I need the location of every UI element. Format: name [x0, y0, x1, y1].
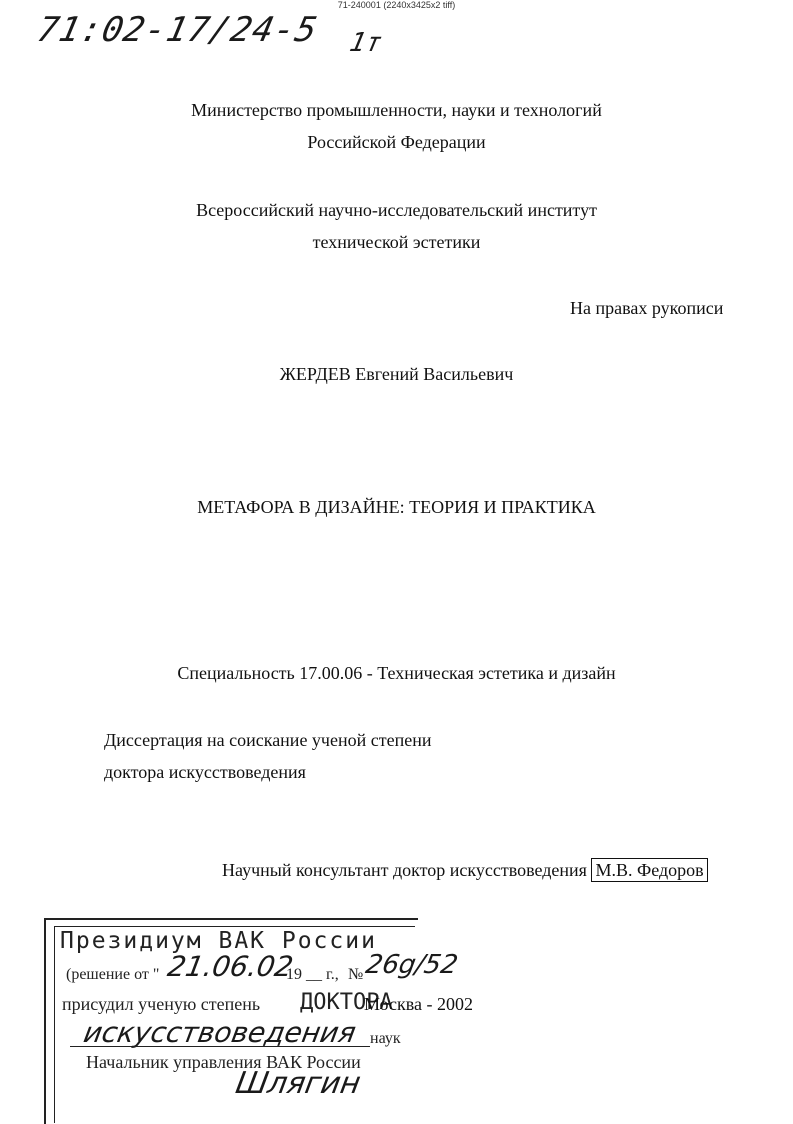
stamp-signature: Шлягин	[232, 1066, 364, 1101]
stamp-field-handwritten: искусствоведения	[81, 1016, 359, 1049]
stamp-decision-prefix: (решение от "	[66, 966, 160, 983]
stamp-decision-date: 21.06.02	[165, 950, 296, 983]
stamp-title: Президиум ВАК России	[60, 928, 377, 954]
institute-line-2: технической эстетики	[312, 232, 481, 252]
consultant-label: Научный консультант доктор искусствоведения	[222, 860, 587, 880]
stamp-field-suffix: наук	[370, 1030, 401, 1047]
stamp-year-suffix: 19 __ г.,	[286, 966, 339, 983]
stamp-awarded-line: присудил ученую степень	[62, 994, 261, 1014]
stamp-number-prefix: №	[348, 966, 364, 983]
dissertation-line-2: доктора искусствоведения	[104, 762, 306, 782]
consultant-name: М.В. Федоров	[591, 858, 707, 882]
stamp-degree-word: ДОКТОРА	[300, 990, 393, 1015]
dissertation-line-1: Диссертация на соискание ученой степени	[104, 730, 432, 750]
scientific-consultant	[222, 860, 708, 881]
scan-header: 71-240001 (2240x3425x2 tiff)	[337, 0, 456, 10]
author-name: ЖЕРДЕВ Евгений Васильевич	[279, 364, 514, 384]
stamp-number: 26g/52	[363, 950, 461, 980]
dissertation-title: МЕТАФОРА В ДИЗАЙНЕ: ТЕОРИЯ И ПРАКТИКА	[197, 497, 596, 517]
stamp-head-line: Начальник управления ВАК России	[86, 1052, 361, 1072]
rights-note: На правах рукописи	[570, 298, 724, 318]
handwritten-catalog-number: 71:02-17/24-5	[33, 10, 322, 50]
handwritten-volume-mark: 1т	[346, 28, 385, 58]
city-year: Москва - 2002	[364, 994, 473, 1014]
stamp-field-underline	[70, 1046, 370, 1047]
ministry-line-2: Российской Федерации	[307, 132, 486, 152]
institute-line-1: Всероссийский научно-исследовательский институт	[196, 200, 597, 220]
ministry-line-1: Министерство промышленности, науки и технологий	[191, 100, 602, 120]
specialty: Специальность 17.00.06 - Техническая эстетика и дизайн	[177, 663, 616, 683]
